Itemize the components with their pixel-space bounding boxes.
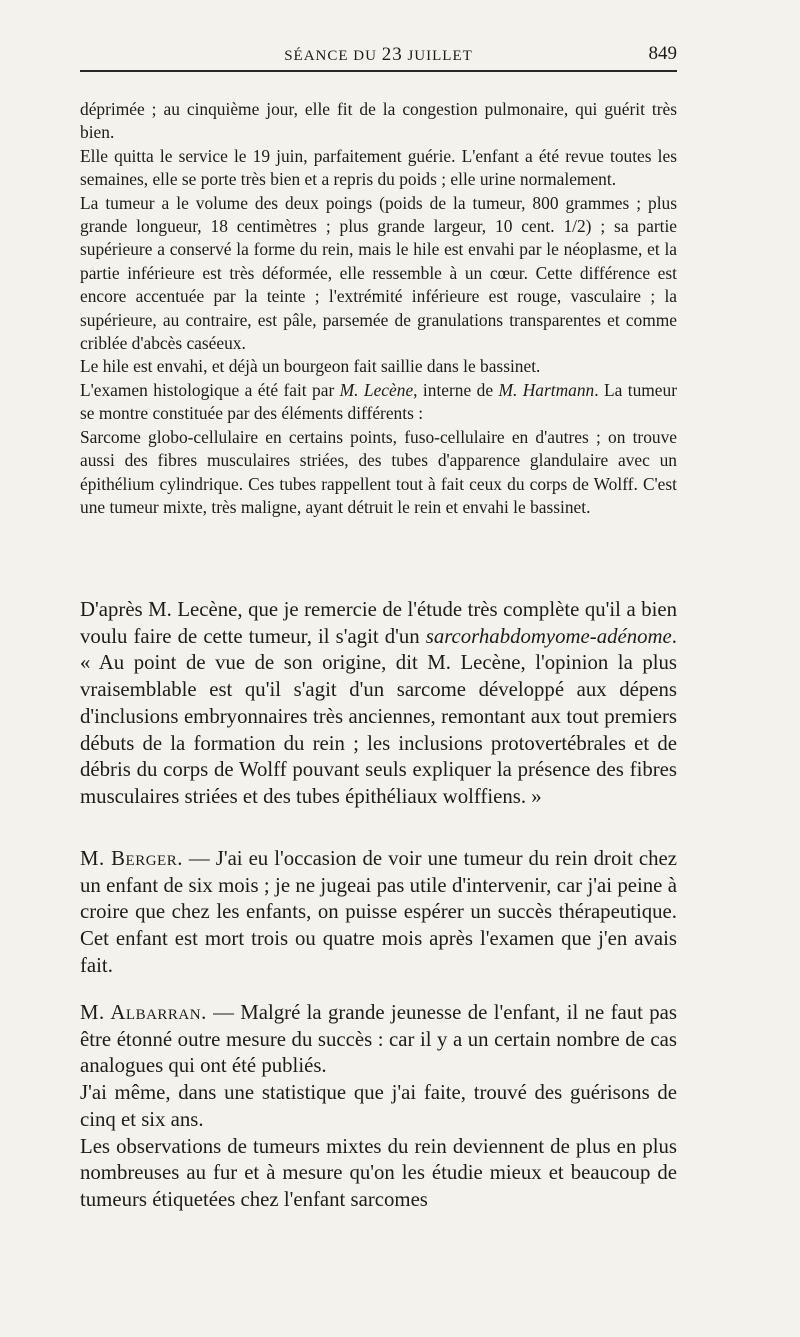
page-number: 849 [648, 43, 677, 64]
discussion-lecene [80, 597, 677, 811]
speaker-name: M. Albarran. [80, 1001, 207, 1024]
paragraph: M. Berger. — J'ai eu l'occasion de voir une tumeur du rein droit chez un enfant de six mois ; je ne jugeai pas utile d'intervenir, car j'ai peine à croire que chez les enfants, on puisse espérer un succès thérapeutique. Cet enfant est mort trois ou quatre mois après l'examen que j'en avais fait. [80, 847, 677, 977]
paragraph: La tumeur a le volume des deux poings (poids de la tumeur, 800 grammes ; plus grande longueur, 18 centimètres ; plus grande largeur, 10 cent. 1/2) ; sa partie supérieure a conservé la forme du rein, mais le hile est envahi par le néoplasme, et la partie inférieure est très déformée, elle ressemble à un cœur. Cette différence est encore accentuée par la teinte ; l'extrémité inférieure est rouge, vasculaire ; la supérieure, au contraire, est pâle, parsemée de granulations transparentes et comme criblée d'abcès caséeux. [80, 192, 677, 354]
discussion-berger [80, 846, 677, 980]
paragraph: Elle quitta le service le 19 juin, parfaitement guérie. L'enfant a été revue toutes les semaines, elle se porte très bien et a repris du poids ; elle urine normalement. [80, 145, 677, 190]
speaker-name: M. Berger. [80, 847, 183, 870]
page-header [80, 44, 677, 72]
paragraph: J'ai même, dans une statistique que j'ai faite, trouvé des guérisons de cinq et six ans. [80, 1081, 677, 1131]
paragraph: D'après M. Lecène, que je remercie de l'étude très complète qu'il a bien voulu faire de cette tumeur, il s'agit d'un sarcorhabdomyome-adénome. « Au point de vue de son origine, dit M. Lecène, l'opinion la plus vraisemblable est qu'il s'agit d'un sarcome développé aux dépens d'inclusions embryonnaires très anciennes, remontant aux tout premiers débuts de la formation du rein ; les inclusions protovertébrales et de débris du corps de Wolff pouvant seuls expliquer la présence des fibres musculaires striées et des tubes épithéliaux wolffiens. » [80, 598, 677, 808]
paragraph: Les observations de tumeurs mixtes du rein deviennent de plus en plus nombreuses au fur et à mesure qu'on les étudie mieux et beaucoup de tumeurs étiquetées chez l'enfant sarcomes [80, 1134, 677, 1211]
discussion-albarran [80, 1000, 677, 1214]
paragraph: M. Albarran. — Malgré la grande jeunesse de l'enfant, il ne faut pas être étonné outre mesure du succès : car il y a un certain nombre de cas analogues qui ont été publiés. [80, 1001, 677, 1078]
paragraph: Le hile est envahi, et déjà un bourgeon fait saillie dans le bassinet. [80, 356, 541, 377]
case-report [80, 98, 677, 519]
paragraph: déprimée ; au cinquième jour, elle fit de la congestion pulmonaire, qui guérit très bien. [80, 99, 677, 143]
paragraph: Sarcome globo-cellulaire en certains points, fuso-cellulaire en d'autres ; on trouve aussi des fibres musculaires striées, des tubes d'apparence glandulaire avec un épithélium cylindrique. Ces tubes rappellent tout à fait ceux du corps de Wolff. C'est une tumeur mixte, très maligne, ayant détruit le rein et envahi le bassinet. [80, 426, 677, 517]
running-title: SÉANCE DU 23 JUILLET [284, 44, 473, 65]
paragraph: L'examen histologique a été fait par M. Lecène, interne de M. Hartmann. La tumeur se montre constituée par des éléments différents : [80, 379, 677, 424]
